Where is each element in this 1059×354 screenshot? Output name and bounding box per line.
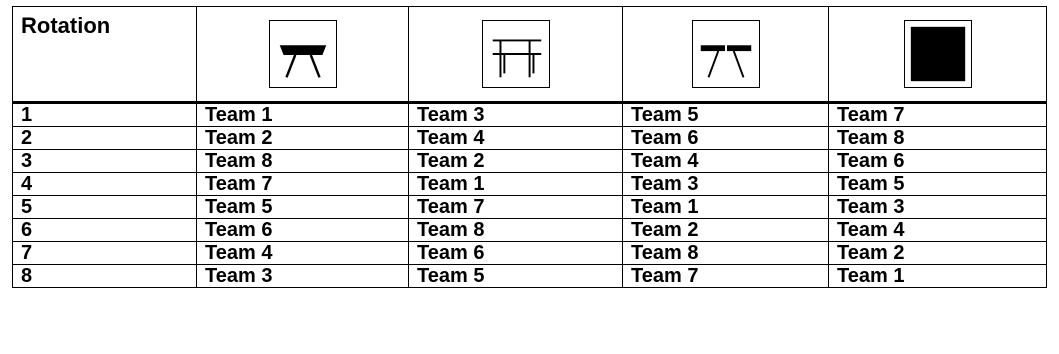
- team-cell: Team 5: [409, 265, 623, 288]
- team-cell: Team 8: [829, 127, 1047, 150]
- team-cell: Team 2: [829, 242, 1047, 265]
- table-row: [13, 219, 1047, 242]
- team-cell: Team 6: [623, 127, 829, 150]
- team-cell: Team 5: [623, 103, 829, 127]
- apparatus-column-2: [409, 7, 623, 103]
- team-cell: Team 4: [409, 127, 623, 150]
- team-cell: Team 2: [409, 150, 623, 173]
- team-cell: Team 3: [409, 103, 623, 127]
- rotation-number: 6: [13, 219, 197, 242]
- rotation-number: 7: [13, 242, 197, 265]
- team-cell: Team 2: [197, 127, 409, 150]
- team-cell: Team 8: [409, 219, 623, 242]
- team-cell: Team 1: [409, 173, 623, 196]
- team-cell: Team 7: [829, 103, 1047, 127]
- team-cell: Team 6: [197, 219, 409, 242]
- floor-mat-icon: [904, 20, 972, 88]
- team-cell: Team 1: [197, 103, 409, 127]
- table-row: [13, 150, 1047, 173]
- team-cell: Team 3: [829, 196, 1047, 219]
- apparatus-column-3: [623, 7, 829, 103]
- vault-icon: [269, 20, 337, 88]
- rotation-number: 1: [13, 103, 197, 127]
- team-cell: Team 3: [197, 265, 409, 288]
- team-cell: Team 4: [623, 150, 829, 173]
- table-row: [13, 242, 1047, 265]
- rotation-number: 3: [13, 150, 197, 173]
- table-row: [13, 173, 1047, 196]
- team-cell: Team 5: [197, 196, 409, 219]
- apparatus-column-1: [197, 7, 409, 103]
- team-cell: Team 1: [623, 196, 829, 219]
- table-row: [13, 103, 1047, 127]
- team-cell: Team 6: [409, 242, 623, 265]
- table-row: [13, 265, 1047, 288]
- team-cell: Team 1: [829, 265, 1047, 288]
- team-cell: Team 8: [623, 242, 829, 265]
- balance-beam-icon: [692, 20, 760, 88]
- table-row: [13, 196, 1047, 219]
- table-row: [13, 127, 1047, 150]
- team-cell: Team 7: [409, 196, 623, 219]
- team-cell: Team 7: [623, 265, 829, 288]
- rotation-number: 5: [13, 196, 197, 219]
- rotation-table: [12, 6, 1047, 288]
- rotation-header: Rotation: [13, 7, 197, 103]
- rotation-number: 2: [13, 127, 197, 150]
- team-cell: Team 4: [197, 242, 409, 265]
- rotation-number: 8: [13, 265, 197, 288]
- team-cell: Team 2: [623, 219, 829, 242]
- team-cell: Team 7: [197, 173, 409, 196]
- team-cell: Team 5: [829, 173, 1047, 196]
- team-cell: Team 6: [829, 150, 1047, 173]
- header-row: [13, 7, 1047, 103]
- uneven-bars-icon: [482, 20, 550, 88]
- team-cell: Team 4: [829, 219, 1047, 242]
- rotation-number: 4: [13, 173, 197, 196]
- apparatus-column-4: [829, 7, 1047, 103]
- team-cell: Team 3: [623, 173, 829, 196]
- team-cell: Team 8: [197, 150, 409, 173]
